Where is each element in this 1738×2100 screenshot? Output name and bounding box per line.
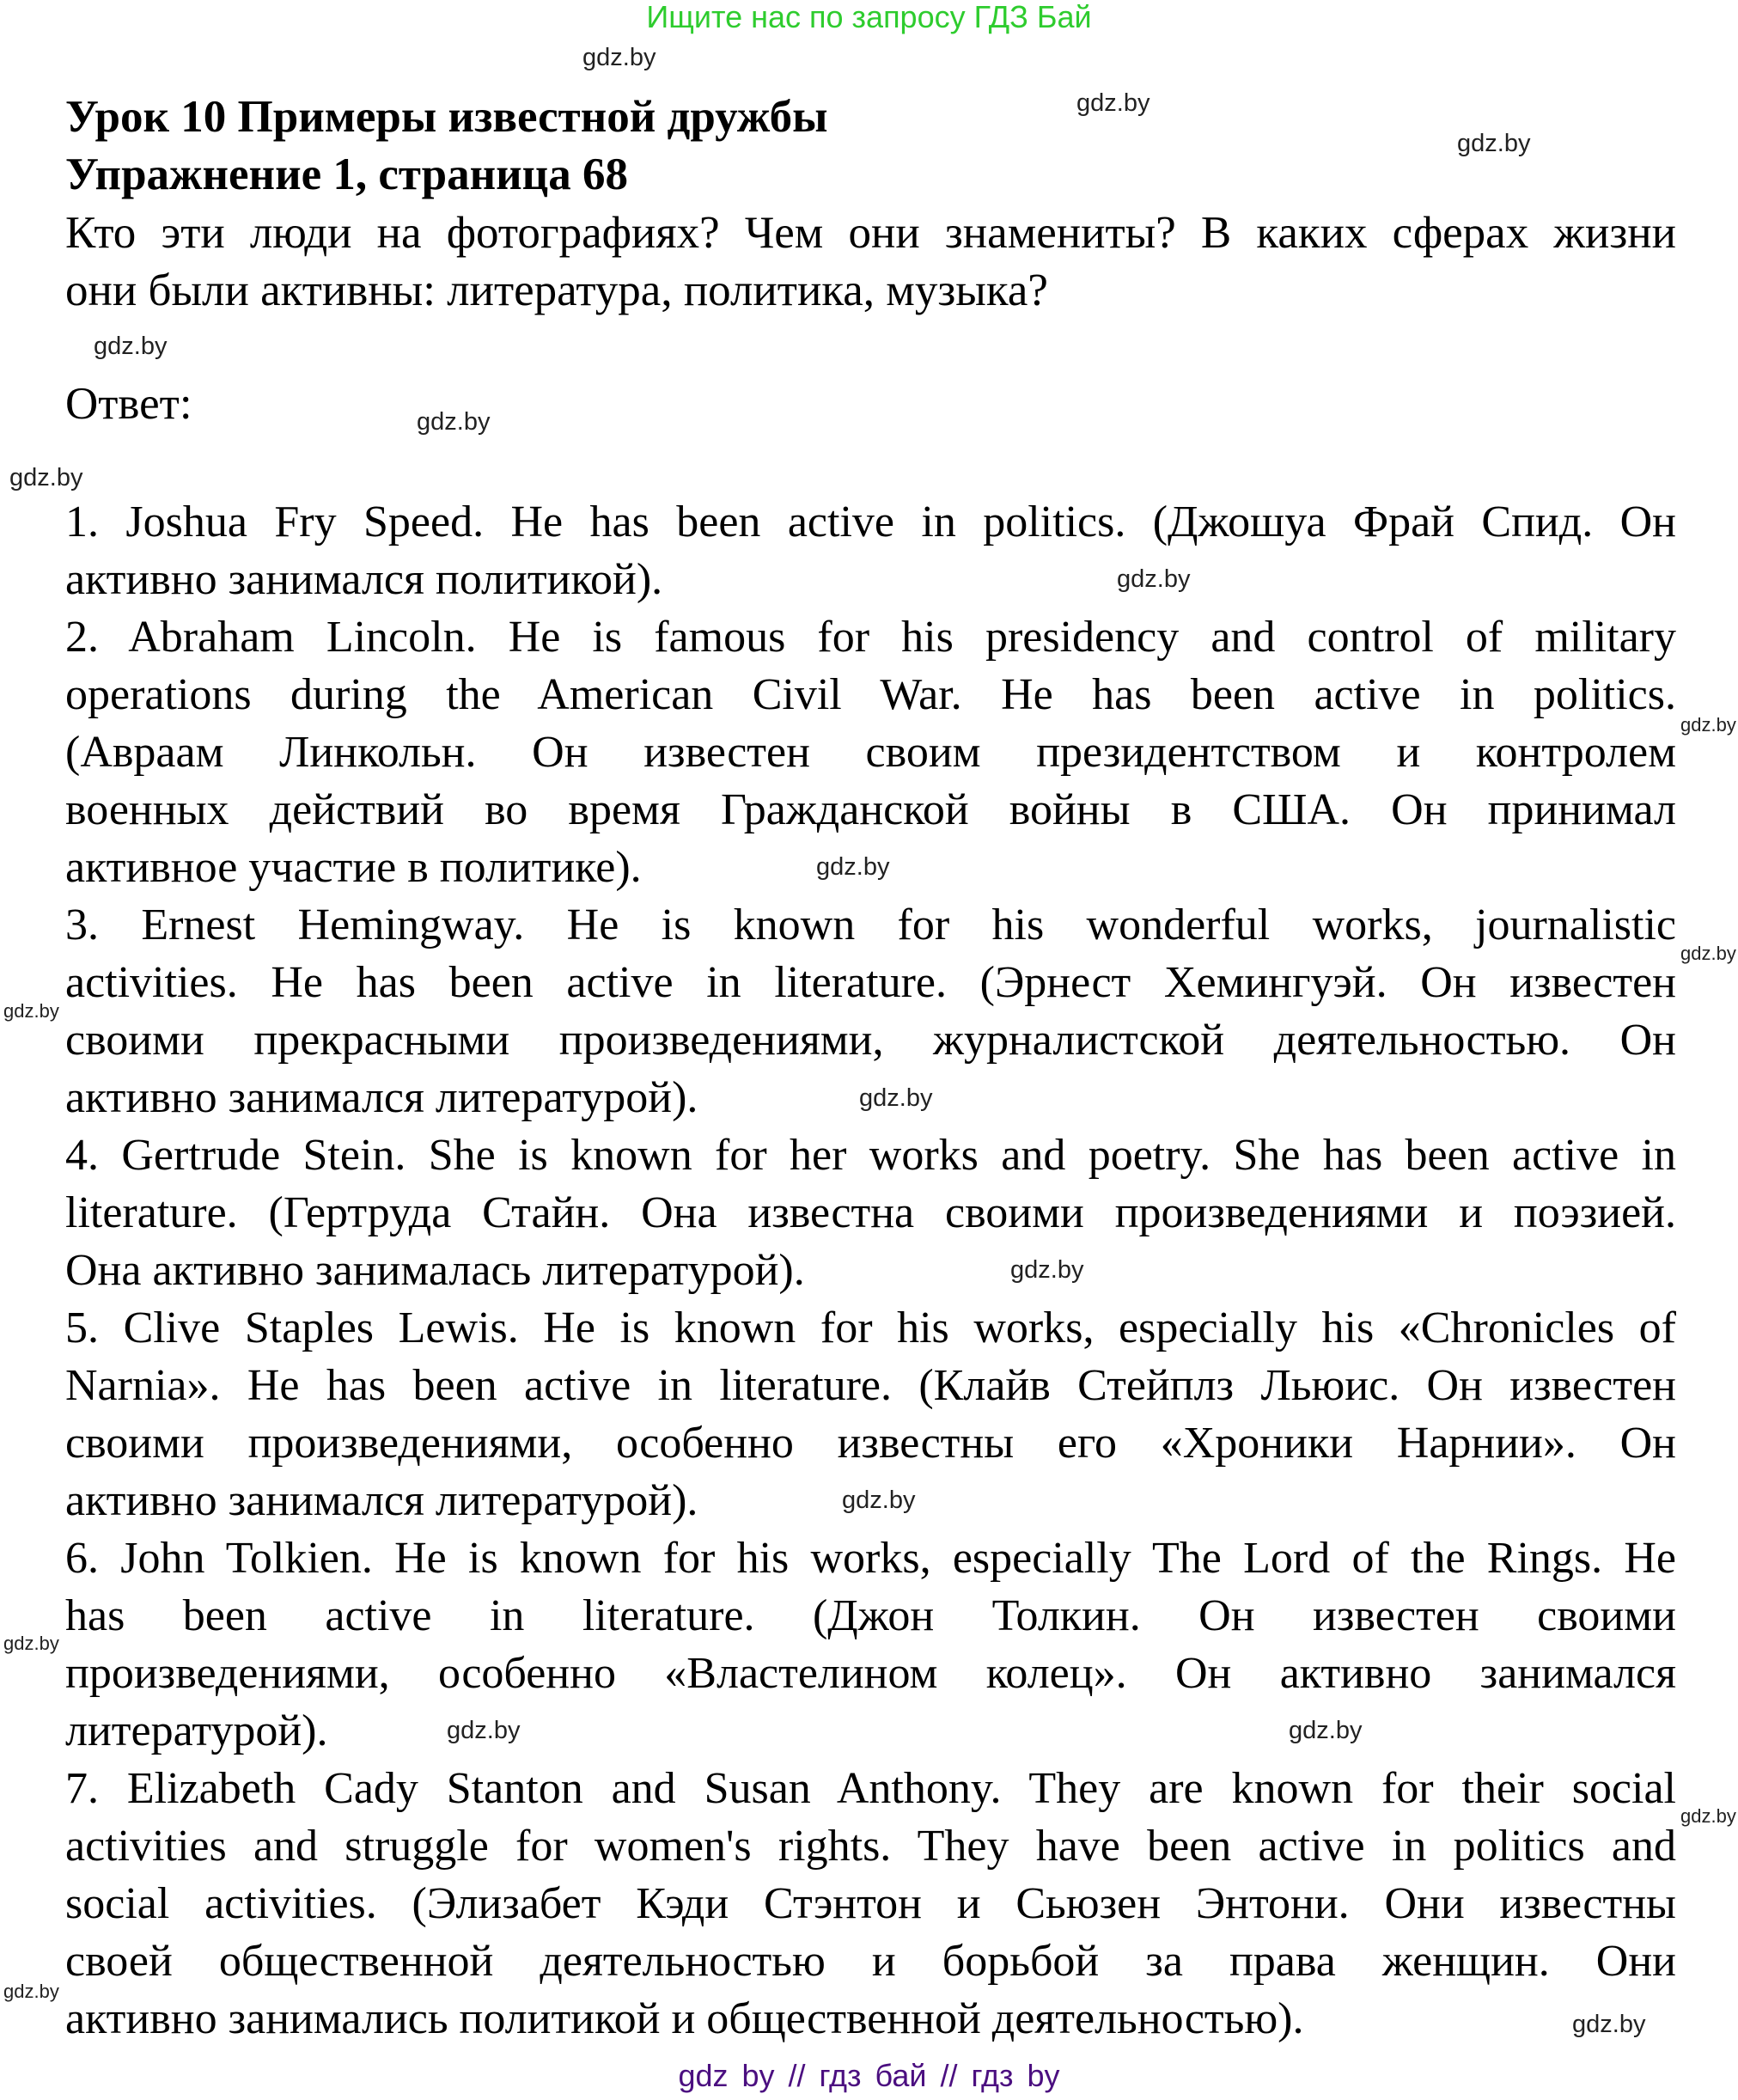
footer-links[interactable]: gdz by // гдз бай // гдз by xyxy=(678,2058,1060,2093)
answer-line: своей общественной деятельностью и борьбой за права женщин. Они xyxy=(65,1937,1676,1986)
answer-line: 5. Clive Staples Lewis. He is known for his works, especially his «Chronicles of xyxy=(65,1303,1676,1352)
answer-line: 7. Elizabeth Cady Stanton and Susan Anthony. They are known for their social xyxy=(65,1764,1676,1813)
answer-line: literature. (Гертруда Стайн. Она известна своими произведениями и поэзией. xyxy=(65,1188,1676,1237)
question-line: Кто эти люди на фотографиях? Чем они знамениты? В каких сферах жизни xyxy=(65,208,1676,258)
watermark: gdz.by xyxy=(1117,565,1191,593)
lesson-title: Урок 10 Примеры известной дружбы xyxy=(65,92,828,142)
watermark: gdz.by xyxy=(1680,1805,1736,1827)
answer-item xyxy=(65,1126,1676,1299)
watermark: gdz.by xyxy=(1457,130,1531,157)
exercise-title: Упражнение 1, страница 68 xyxy=(65,150,628,199)
answer-line: social activities. (Элизабет Кэди Стэнтон и Сьюзен Энтони. Они известны xyxy=(65,1879,1676,1928)
watermark: gdz.by xyxy=(9,464,83,491)
answer-item xyxy=(65,1529,1676,1760)
answer-line: 2. Abraham Lincoln. He is famous for his presidency and control of military xyxy=(65,613,1676,662)
answer-line: активно занимались политикой и общественной деятельностью). xyxy=(65,1994,1304,2043)
watermark: gdz.by xyxy=(3,1981,59,2002)
watermark: gdz.by xyxy=(1289,1717,1363,1744)
watermark: gdz.by xyxy=(1076,89,1150,117)
answer-line: activities and struggle for women's rights. They have been active in politics and xyxy=(65,1822,1676,1871)
promo-banner[interactable]: Ищите нас по запросу ГДЗ Бай xyxy=(646,0,1092,34)
watermark: gdz.by xyxy=(1680,714,1736,736)
watermark: gdz.by xyxy=(417,408,491,436)
answer-line: военных действий во время Гражданской войны в США. Он принимал xyxy=(65,785,1676,834)
answer-line: своими произведениями, особенно известны его «Хроники Нарнии». Он xyxy=(65,1419,1676,1468)
answer-line: активно занимался политикой). xyxy=(65,555,663,604)
question-text xyxy=(65,205,1676,320)
watermark: gdz.by xyxy=(1010,1256,1084,1284)
answer-line: has been active in literature. (Джон Толкин. Он известен своими xyxy=(65,1591,1676,1640)
answer-item xyxy=(65,493,1676,608)
question-line: они были активны: литература, политика, музыка? xyxy=(65,266,1048,315)
answer-line: активно занимался литературой). xyxy=(65,1073,698,1122)
watermark: gdz.by xyxy=(859,1084,933,1112)
answer-line: (Авраам Линкольн. Он известен своим президентством и контролем xyxy=(65,728,1676,777)
watermark: gdz.by xyxy=(1680,943,1736,964)
answer-line: 3. Ernest Hemingway. He is known for his wonderful works, journalistic xyxy=(65,900,1676,949)
answer-line: литературой). xyxy=(65,1706,328,1755)
watermark: gdz.by xyxy=(3,1633,59,1654)
answer-line: activities. He has been active in literature. (Эрнест Хемингуэй. Он известен xyxy=(65,958,1676,1007)
watermark: gdz.by xyxy=(94,333,168,360)
answer-line: operations during the American Civil War. He has been active in politics. xyxy=(65,670,1676,719)
watermark: gdz.by xyxy=(582,44,656,71)
watermark: gdz.by xyxy=(3,1000,59,1022)
answer-line: активное участие в политике). xyxy=(65,843,642,892)
answer-list xyxy=(65,493,1676,2048)
watermark: gdz.by xyxy=(1572,2011,1646,2038)
answer-line: Narnia». He has been active in literature. (Клайв Стейплз Льюис. Он известен xyxy=(65,1361,1676,1410)
answer-line: 6. John Tolkien. He is known for his works, especially The Lord of the Rings. He xyxy=(65,1534,1676,1583)
watermark: gdz.by xyxy=(447,1717,521,1744)
answer-line: 1. Joshua Fry Speed. He has been active in politics. (Джошуа Фрай Спид. Он xyxy=(65,498,1676,546)
answer-line: 4. Gertrude Stein. She is known for her works and poetry. She has been active in xyxy=(65,1131,1676,1180)
watermark: gdz.by xyxy=(842,1486,916,1514)
answer-item xyxy=(65,1760,1676,2048)
answer-line: произведениями, особенно «Властелином колец». Он активно занимался xyxy=(65,1649,1676,1698)
answer-label: Ответ: xyxy=(65,379,192,429)
answer-line: своими прекрасными произведениями, журналистской деятельностью. Он xyxy=(65,1016,1676,1065)
answer-line: активно занимался литературой). xyxy=(65,1476,698,1525)
watermark: gdz.by xyxy=(816,853,890,881)
answer-line: Она активно занималась литературой). xyxy=(65,1246,805,1295)
